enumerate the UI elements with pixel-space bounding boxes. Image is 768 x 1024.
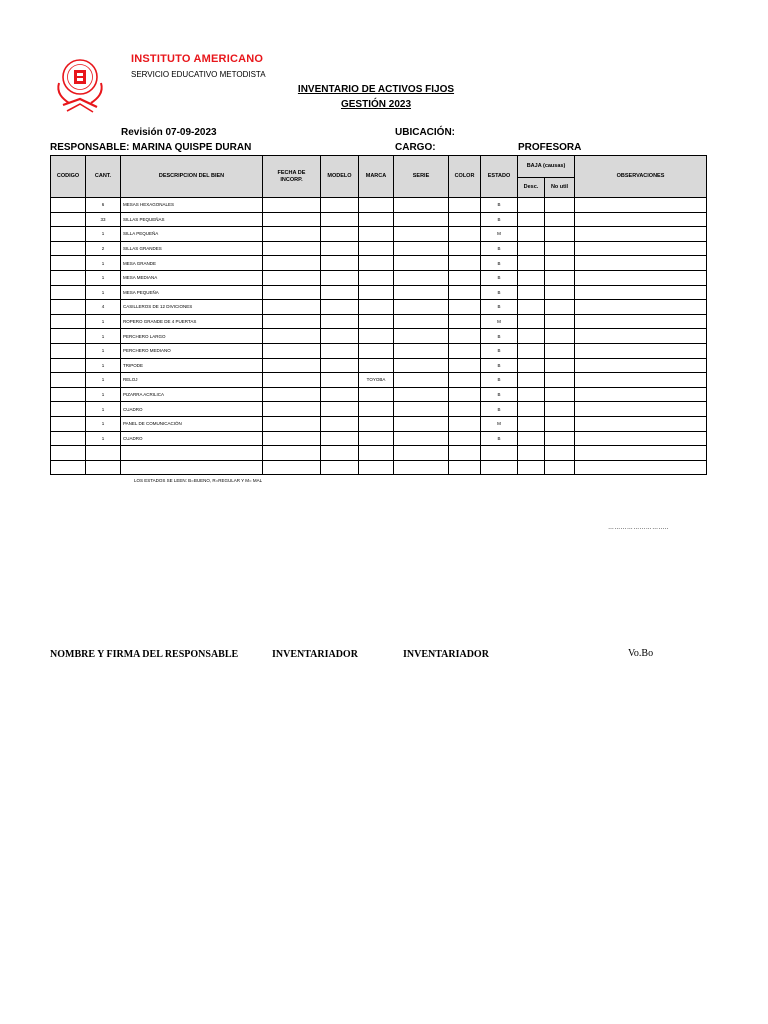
table-row [51, 212, 707, 227]
cell-fecha [263, 198, 321, 213]
cell-desc [518, 431, 545, 446]
cell-marca [359, 198, 394, 213]
cell-estado: B [481, 270, 518, 285]
col-header-no-util: No util [545, 178, 575, 198]
cell-serie [394, 402, 449, 417]
cell-color [449, 343, 481, 358]
cell-cant: 1 [86, 373, 121, 388]
cell-observaciones [575, 329, 707, 344]
cell-descripcion: CUADRO [121, 402, 263, 417]
cell-estado: B [481, 285, 518, 300]
cell-modelo [321, 358, 359, 373]
cell-descripcion: PIZARRA ACRILICA [121, 387, 263, 402]
cell-no-util [545, 446, 575, 461]
table-row [51, 343, 707, 358]
cell-observaciones [575, 241, 707, 256]
cell-fecha [263, 241, 321, 256]
cell-marca [359, 212, 394, 227]
cell-codigo [51, 227, 86, 242]
col-header-marca: MARCA [359, 156, 394, 198]
cell-cant: 1 [86, 431, 121, 446]
cell-estado: B [481, 387, 518, 402]
cell-modelo [321, 431, 359, 446]
cell-modelo [321, 198, 359, 213]
cell-estado: B [481, 343, 518, 358]
cell-marca [359, 343, 394, 358]
cell-desc [518, 387, 545, 402]
cell-marca [359, 446, 394, 461]
cell-desc [518, 343, 545, 358]
document-year: GESTIÓN 2023 [340, 99, 412, 110]
institution-name: INSTITUTO AMERICANO [131, 53, 264, 65]
cell-desc [518, 402, 545, 417]
cell-no-util [545, 256, 575, 271]
cell-codigo [51, 285, 86, 300]
cell-no-util [545, 314, 575, 329]
cell-no-util [545, 358, 575, 373]
approval-label: Vo.Bo [628, 648, 654, 659]
cell-serie [394, 270, 449, 285]
cell-serie [394, 343, 449, 358]
col-header-estado: ESTADO [481, 156, 518, 198]
table-row [51, 358, 707, 373]
cell-marca [359, 387, 394, 402]
cell-codigo [51, 300, 86, 315]
cell-fecha [263, 314, 321, 329]
cell-fecha [263, 402, 321, 417]
cell-cant: 1 [86, 227, 121, 242]
cell-marca [359, 358, 394, 373]
cell-no-util [545, 387, 575, 402]
cell-observaciones [575, 198, 707, 213]
cell-codigo [51, 198, 86, 213]
revision-date: Revisión 07-09-2023 [121, 127, 217, 138]
cell-cant: 1 [86, 329, 121, 344]
cell-observaciones [575, 387, 707, 402]
cell-desc [518, 460, 545, 475]
cell-observaciones [575, 212, 707, 227]
cell-codigo [51, 241, 86, 256]
table-row [51, 416, 707, 431]
cell-marca: TOYOBA [359, 373, 394, 388]
cell-desc [518, 300, 545, 315]
signature-inventory-taker-1-label: INVENTARIADOR [272, 649, 358, 660]
cell-color [449, 314, 481, 329]
cell-fecha [263, 416, 321, 431]
cell-fecha [263, 358, 321, 373]
cell-modelo [321, 227, 359, 242]
cell-estado: B [481, 358, 518, 373]
table-row [51, 198, 707, 213]
cell-observaciones [575, 270, 707, 285]
institution-subtitle: SERVICIO EDUCATIVO METODISTA [131, 70, 266, 79]
cell-color [449, 241, 481, 256]
cell-no-util [545, 329, 575, 344]
cell-descripcion: MESA GRANDE [121, 256, 263, 271]
cell-marca [359, 329, 394, 344]
cell-cant: 6 [86, 198, 121, 213]
cell-descripcion: CASILLEROS DE 12 DIVICIONES [121, 300, 263, 315]
cell-cant: 1 [86, 416, 121, 431]
cell-color [449, 212, 481, 227]
cell-cant: 1 [86, 358, 121, 373]
cell-observaciones [575, 460, 707, 475]
cell-modelo [321, 241, 359, 256]
cell-fecha [263, 431, 321, 446]
cell-color [449, 373, 481, 388]
cell-fecha [263, 343, 321, 358]
cell-estado [481, 446, 518, 461]
cell-cant: 33 [86, 212, 121, 227]
cell-no-util [545, 227, 575, 242]
col-header-fecha: FECHA DE INCORP. [263, 156, 321, 198]
cell-modelo [321, 300, 359, 315]
col-header-modelo: MODELO [321, 156, 359, 198]
cell-modelo [321, 329, 359, 344]
cell-estado: M [481, 416, 518, 431]
cell-serie [394, 416, 449, 431]
cell-color [449, 446, 481, 461]
cell-observaciones [575, 227, 707, 242]
cell-codigo [51, 314, 86, 329]
cell-modelo [321, 387, 359, 402]
cell-no-util [545, 416, 575, 431]
cell-estado: B [481, 198, 518, 213]
cell-cant: 2 [86, 241, 121, 256]
cell-serie [394, 314, 449, 329]
cell-color [449, 460, 481, 475]
col-header-color: COLOR [449, 156, 481, 198]
cell-desc [518, 329, 545, 344]
cell-color [449, 402, 481, 417]
cell-estado: B [481, 256, 518, 271]
table-row [51, 285, 707, 300]
cell-cant: 1 [86, 314, 121, 329]
cell-desc [518, 270, 545, 285]
cell-serie [394, 373, 449, 388]
cell-serie [394, 227, 449, 242]
table-row [51, 446, 707, 461]
cell-modelo [321, 416, 359, 431]
cell-modelo [321, 285, 359, 300]
cell-observaciones [575, 431, 707, 446]
cell-serie [394, 300, 449, 315]
cell-serie [394, 431, 449, 446]
cell-codigo [51, 373, 86, 388]
cell-modelo [321, 373, 359, 388]
cell-serie [394, 387, 449, 402]
cell-estado: M [481, 314, 518, 329]
cell-cant: 1 [86, 402, 121, 417]
table-row [51, 270, 707, 285]
cell-serie [394, 212, 449, 227]
cell-modelo [321, 270, 359, 285]
cell-estado [481, 460, 518, 475]
cell-serie [394, 460, 449, 475]
cell-marca [359, 270, 394, 285]
cell-marca [359, 300, 394, 315]
table-row [51, 314, 707, 329]
cell-estado: B [481, 431, 518, 446]
cell-descripcion: SILLAS GRANDES [121, 241, 263, 256]
cell-codigo [51, 387, 86, 402]
cell-modelo [321, 314, 359, 329]
cell-marca [359, 256, 394, 271]
table-row [51, 241, 707, 256]
cell-fecha [263, 446, 321, 461]
cell-marca [359, 402, 394, 417]
cell-cant: 1 [86, 343, 121, 358]
cell-descripcion [121, 446, 263, 461]
cell-observaciones [575, 416, 707, 431]
table-row [51, 227, 707, 242]
cell-descripcion: MESA PEQUEÑA [121, 285, 263, 300]
cell-marca [359, 314, 394, 329]
cell-cant: 1 [86, 387, 121, 402]
cell-codigo [51, 358, 86, 373]
table-row [51, 329, 707, 344]
status-legend: LOS ESTADOS SE LEEN: B=BUENO, R=REGULAR Y M= MAL [134, 478, 263, 483]
cell-no-util [545, 241, 575, 256]
cell-descripcion: PERCHERO MEDIANO [121, 343, 263, 358]
cell-modelo [321, 460, 359, 475]
cell-color [449, 416, 481, 431]
table-row [51, 300, 707, 315]
col-header-observaciones: OBSERVACIONES [575, 156, 707, 198]
cell-observaciones [575, 358, 707, 373]
cell-descripcion: MESAS HEXAGONALES [121, 198, 263, 213]
cell-codigo [51, 402, 86, 417]
signature-responsible-label: NOMBRE Y FIRMA DEL RESPONSABLE [50, 649, 239, 660]
cell-fecha [263, 329, 321, 344]
cell-descripcion [121, 460, 263, 475]
cell-marca [359, 227, 394, 242]
cell-estado: B [481, 241, 518, 256]
cell-color [449, 431, 481, 446]
cell-color [449, 198, 481, 213]
cell-marca [359, 416, 394, 431]
cell-color [449, 227, 481, 242]
cell-codigo [51, 446, 86, 461]
table-row [51, 460, 707, 475]
cell-fecha [263, 256, 321, 271]
cell-observaciones [575, 402, 707, 417]
cell-marca [359, 460, 394, 475]
cell-desc [518, 446, 545, 461]
cell-estado: B [481, 373, 518, 388]
col-header-desc: Desc. [518, 178, 545, 198]
cell-no-util [545, 300, 575, 315]
cell-estado: B [481, 212, 518, 227]
cell-no-util [545, 270, 575, 285]
document-title: INVENTARIO DE ACTIVOS FIJOS [297, 84, 455, 95]
table-row [51, 402, 707, 417]
cell-descripcion: MESA MEDIANA [121, 270, 263, 285]
cell-color [449, 300, 481, 315]
cell-modelo [321, 256, 359, 271]
position-label: CARGO: [395, 142, 436, 153]
cell-color [449, 256, 481, 271]
cell-observaciones [575, 285, 707, 300]
cell-serie [394, 446, 449, 461]
col-header-cant: CANT. [86, 156, 121, 198]
cell-desc [518, 256, 545, 271]
col-header-baja: BAJA (causas) [518, 156, 575, 178]
cell-descripcion: ROPERO GRANDE DE 4 PUERTAS [121, 314, 263, 329]
table-row [51, 373, 707, 388]
cell-estado: B [481, 402, 518, 417]
cell-no-util [545, 402, 575, 417]
cell-descripcion: SILLAS PEQUEÑAS [121, 212, 263, 227]
responsible-person: RESPONSABLE: MARINA QUISPE DURAN [50, 142, 252, 153]
cell-fecha [263, 285, 321, 300]
cell-observaciones [575, 343, 707, 358]
signature-inventory-taker-2-label: INVENTARIADOR [403, 649, 489, 660]
cell-observaciones [575, 373, 707, 388]
cell-modelo [321, 212, 359, 227]
col-header-serie: SERIE [394, 156, 449, 198]
cell-serie [394, 198, 449, 213]
position-value: PROFESORA [518, 142, 582, 153]
cell-color [449, 358, 481, 373]
cell-serie [394, 285, 449, 300]
cell-cant: 1 [86, 285, 121, 300]
cell-desc [518, 241, 545, 256]
cell-cant: 4 [86, 300, 121, 315]
cell-fecha [263, 460, 321, 475]
cell-codigo [51, 431, 86, 446]
cell-marca [359, 241, 394, 256]
cell-fecha [263, 227, 321, 242]
cell-color [449, 270, 481, 285]
table-row [51, 387, 707, 402]
cell-modelo [321, 343, 359, 358]
cell-desc [518, 227, 545, 242]
cell-color [449, 285, 481, 300]
cell-descripcion: PANEL DE COMUNICACIÓN [121, 416, 263, 431]
cell-desc [518, 416, 545, 431]
cell-observaciones [575, 446, 707, 461]
cell-serie [394, 358, 449, 373]
cell-codigo [51, 460, 86, 475]
institution-seal-logo [55, 55, 105, 115]
cell-cant: 1 [86, 270, 121, 285]
cell-no-util [545, 431, 575, 446]
cell-cant [86, 446, 121, 461]
cell-desc [518, 198, 545, 213]
cell-fecha [263, 387, 321, 402]
cell-codigo [51, 416, 86, 431]
cell-estado: B [481, 329, 518, 344]
cell-cant [86, 460, 121, 475]
table-row [51, 256, 707, 271]
cell-observaciones [575, 256, 707, 271]
dotted-line: ……………………….. [608, 525, 669, 531]
cell-codigo [51, 343, 86, 358]
cell-estado: B [481, 300, 518, 315]
col-header-descripcion: DESCRIPCION DEL BIEN [121, 156, 263, 198]
cell-marca [359, 431, 394, 446]
cell-desc [518, 212, 545, 227]
cell-codigo [51, 270, 86, 285]
cell-modelo [321, 402, 359, 417]
cell-fecha [263, 270, 321, 285]
location-label: UBICACIÓN: [395, 127, 455, 138]
cell-serie [394, 329, 449, 344]
cell-descripcion: PERCHERO LARGO [121, 329, 263, 344]
cell-desc [518, 373, 545, 388]
cell-no-util [545, 373, 575, 388]
cell-fecha [263, 373, 321, 388]
cell-serie [394, 241, 449, 256]
cell-desc [518, 358, 545, 373]
cell-no-util [545, 343, 575, 358]
cell-observaciones [575, 314, 707, 329]
cell-descripcion: SILLA PEQUEÑA [121, 227, 263, 242]
cell-codigo [51, 212, 86, 227]
cell-descripcion: CUADRO [121, 431, 263, 446]
cell-descripcion: TRIPODE [121, 358, 263, 373]
cell-desc [518, 314, 545, 329]
cell-codigo [51, 256, 86, 271]
cell-marca [359, 285, 394, 300]
cell-no-util [545, 212, 575, 227]
cell-observaciones [575, 300, 707, 315]
cell-serie [394, 256, 449, 271]
cell-no-util [545, 198, 575, 213]
table-row [51, 431, 707, 446]
cell-descripcion: RELOJ [121, 373, 263, 388]
cell-codigo [51, 329, 86, 344]
cell-no-util [545, 460, 575, 475]
cell-desc [518, 285, 545, 300]
cell-estado: M [481, 227, 518, 242]
cell-color [449, 387, 481, 402]
cell-modelo [321, 446, 359, 461]
cell-fecha [263, 212, 321, 227]
inventory-table [50, 155, 707, 475]
col-header-codigo: CODIGO [51, 156, 86, 198]
cell-color [449, 329, 481, 344]
cell-fecha [263, 300, 321, 315]
cell-no-util [545, 285, 575, 300]
cell-cant: 1 [86, 256, 121, 271]
